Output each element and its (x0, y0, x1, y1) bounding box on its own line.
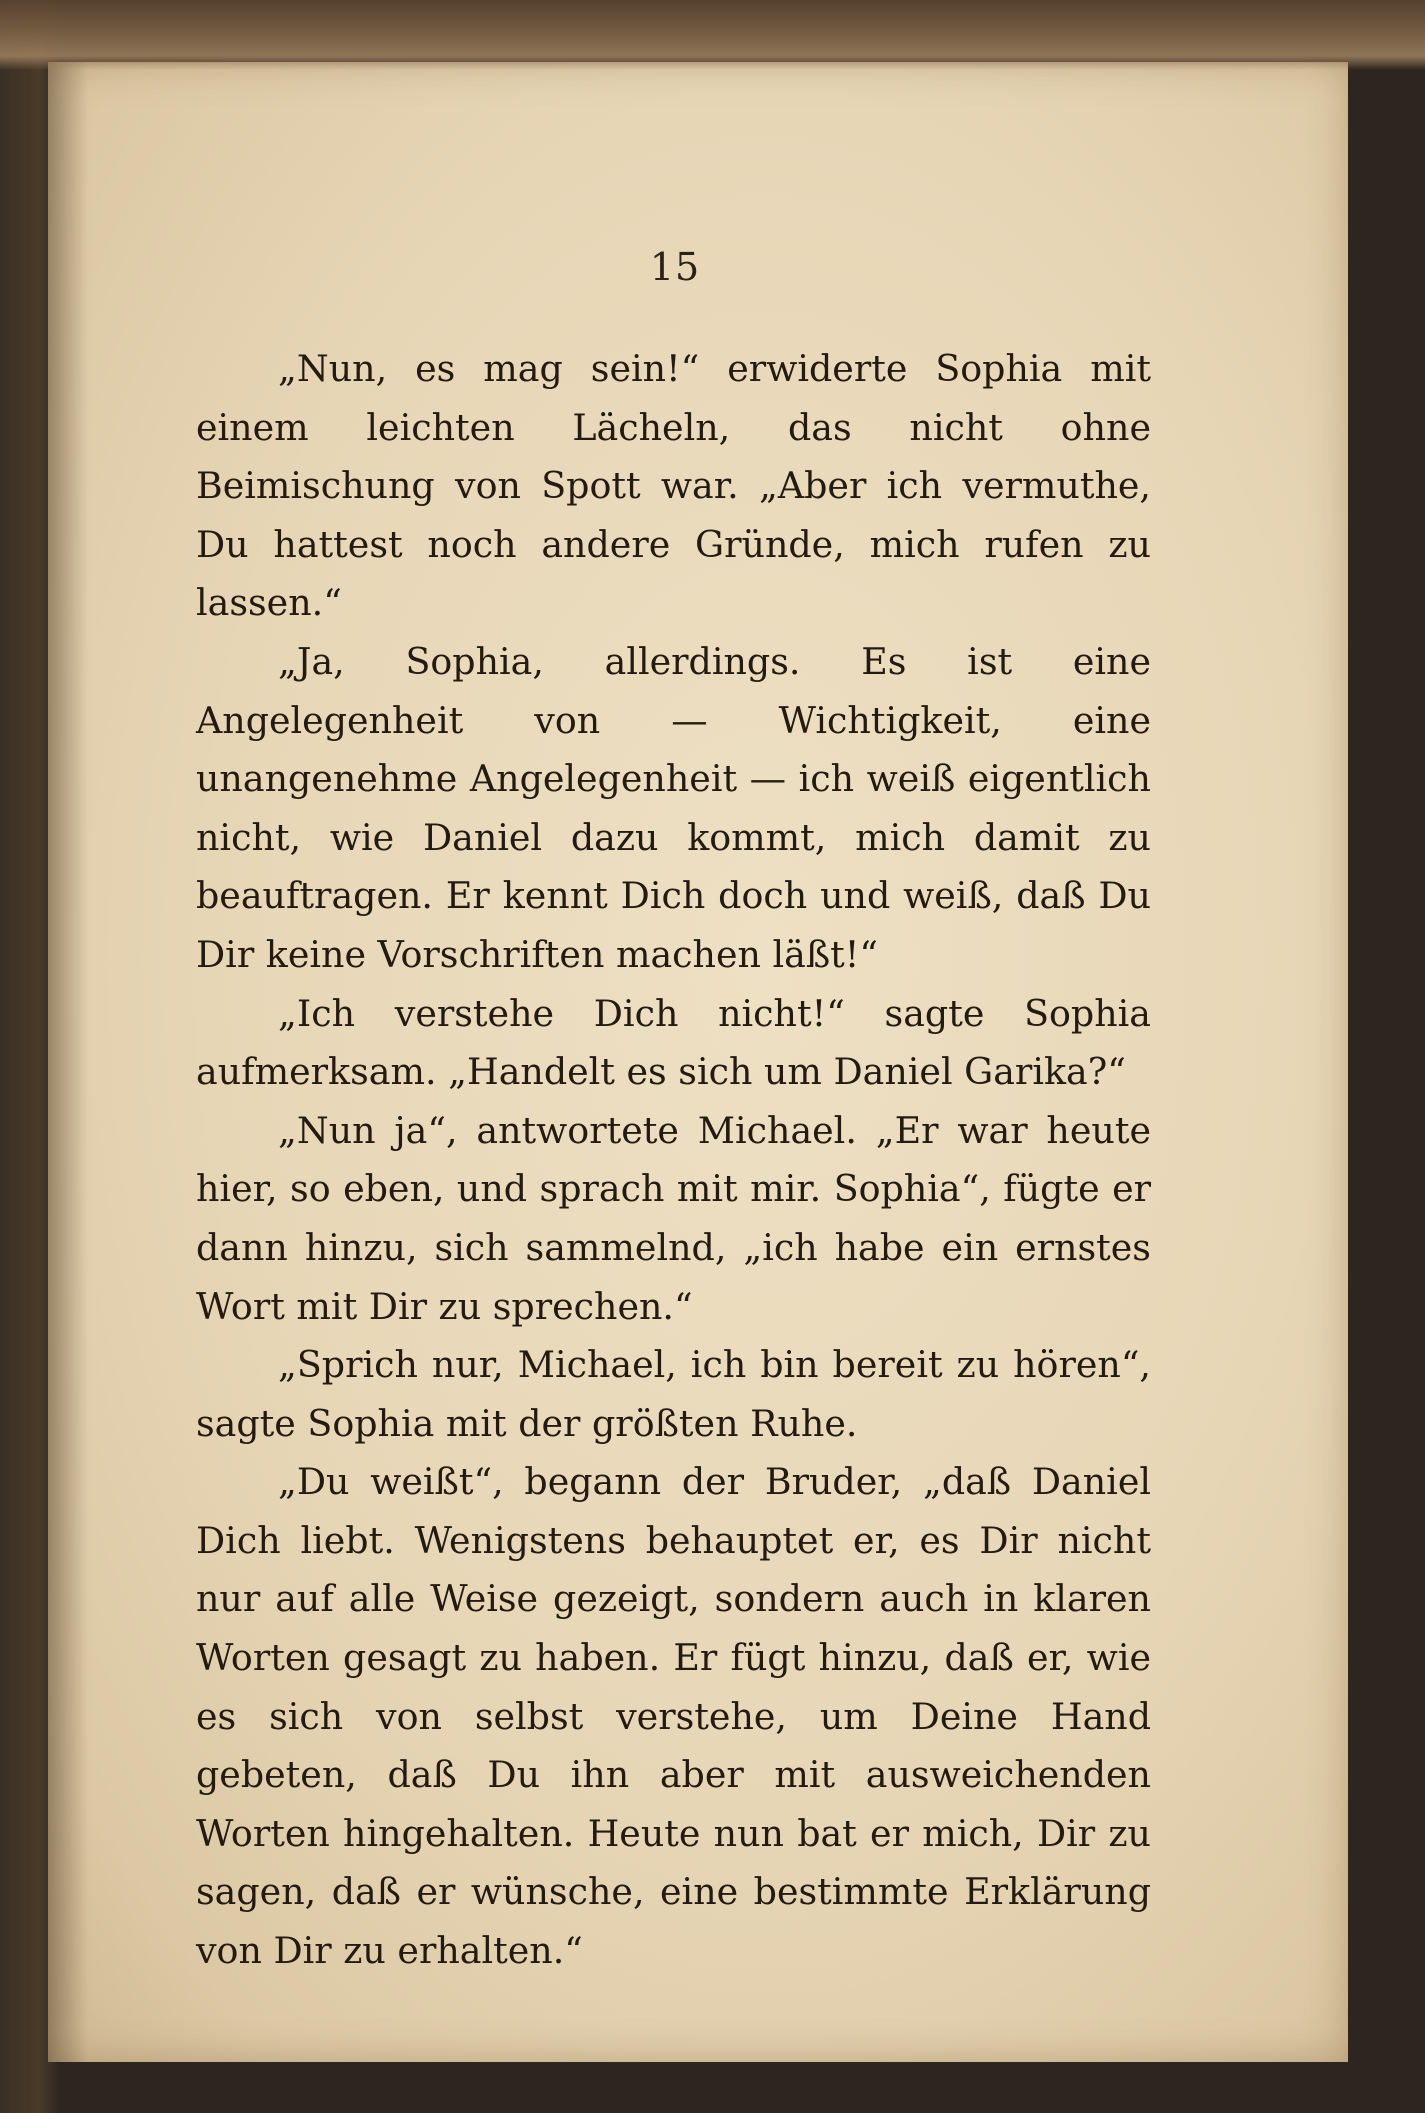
paragraph: „Nun, es mag sein!“ erwiderte Sophia mit einem leichten Lächeln, das nicht ohne Beimischung von Spott war. „Aber ich vermuthe, Du hattest noch andere Gründe, mich rufen zu lassen.“ (196, 347, 1151, 625)
paragraph: „Ich verstehe Dich nicht!“ sagte Sophia aufmerksam. „Handelt es sich um Daniel Garika?“ (196, 991, 1151, 1094)
paragraph: „Du weißt“, begann der Bruder, „daß Daniel Dich liebt. Wenigstens behauptet er, es Dir nicht nur auf alle Weise gezeigt, sondern auch in klaren Worten gesagt zu haben. Er fügt hinzu, daß er, wie es sich von selbst verstehe, um Deine Hand gebeten, daß Du ihn aber mit ausweichenden Worten hingehalten. Heute nun bat er mich, Dir zu sagen, daß er wünsche, eine bestimmte Erklärung von Dir zu erhalten.“ (196, 1460, 1151, 1973)
paragraph: „Nun ja“, antwortete Michael. „Er war heute hier, so eben, und sprach mit mir. Sophia“, fügte er dann hinzu, sich sammelnd, „ich habe ein ernstes Wort mit Dir zu sprechen.“ (196, 1108, 1151, 1328)
paragraph: „Ja, Sophia, allerdings. Es ist eine Angelegenheit von — Wichtigkeit, eine unangenehme Angelegenheit — ich weiß eigentlich nicht, wie Daniel dazu kommt, mich damit zu beauftragen. Er kennt Dich doch und weiß, daß Du Dir keine Vorschriften machen läßt!“ (196, 639, 1151, 976)
paragraph: „Sprich nur, Michael, ich bin bereit zu hören“, sagte Sophia mit der größten Ruhe. (196, 1343, 1151, 1445)
body-text (196, 340, 1151, 1981)
page-gutter-shadow (48, 62, 88, 2062)
book-cover-edge (0, 0, 1425, 70)
page-number: 15 (649, 245, 701, 289)
